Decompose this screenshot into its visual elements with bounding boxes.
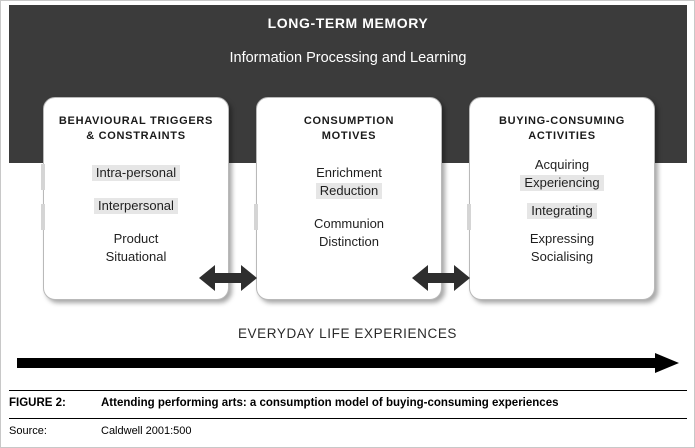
caption-divider-top [9,390,687,391]
box1-heading-line1: BEHAVIOURAL TRIGGERS [58,115,214,127]
box2-item-2: Reduction [316,183,383,199]
box3-item-2: Experiencing [520,175,603,191]
double-arrow-triggers-to-motives [199,263,257,293]
box-buying-consuming-activities [469,97,655,300]
figure-source-label: Source: [9,425,47,437]
double-arrow-motives-to-activities [412,263,470,293]
box2-heading-line1: CONSUMPTION [303,115,395,127]
caption-divider-bottom [9,418,687,419]
box1-items [50,164,222,266]
box3-heading-line2: ACTIVITIES [528,130,596,142]
box1-item-4: Situational [105,249,167,264]
everyday-life-experiences-arrow [17,353,679,375]
box2-heading [263,114,435,144]
box3-item-5: Socialising [530,249,594,264]
box1-left-edge-mark [41,164,45,190]
box3-left-edge-mark [467,204,471,230]
box1-item-3: Product [113,231,159,246]
box2-left-edge-mark [254,204,258,230]
box2-item-4: Distinction [319,234,379,249]
figure-caption-label: FIGURE 2: [9,397,66,409]
box1-left-edge-mark-2 [41,204,45,230]
box2-item-1: Enrichment [316,165,382,180]
box3-items [476,156,648,266]
box1-item-2: Interpersonal [94,198,178,214]
figure-caption-text: Attending performing arts: a consumption model of buying-consuming experiences [101,397,559,409]
long-term-memory-title: LONG-TERM MEMORY [267,15,429,31]
figure-caption [9,397,687,409]
figure-source-text: Caldwell 2001:500 [101,425,192,437]
everyday-life-experiences-label: EVERYDAY LIFE EXPERIENCES [237,326,458,341]
box1-heading-line2: & CONSTRAINTS [86,130,186,142]
figure-source [9,425,687,437]
box3-item-1: Acquiring [534,157,590,172]
box3-heading [476,114,648,144]
box3-item-3: Integrating [527,203,596,219]
box2-heading-line2: MOTIVES [321,130,377,142]
box3-item-4: Expressing [529,231,595,246]
box1-heading [50,114,222,144]
box3-heading-line1: BUYING-CONSUMING [498,115,626,127]
long-term-memory-subtitle: Information Processing and Learning [229,50,467,66]
box1-item-1: Intra-personal [92,165,180,181]
box2-items [263,164,435,251]
box2-item-3: Communion [313,216,385,231]
